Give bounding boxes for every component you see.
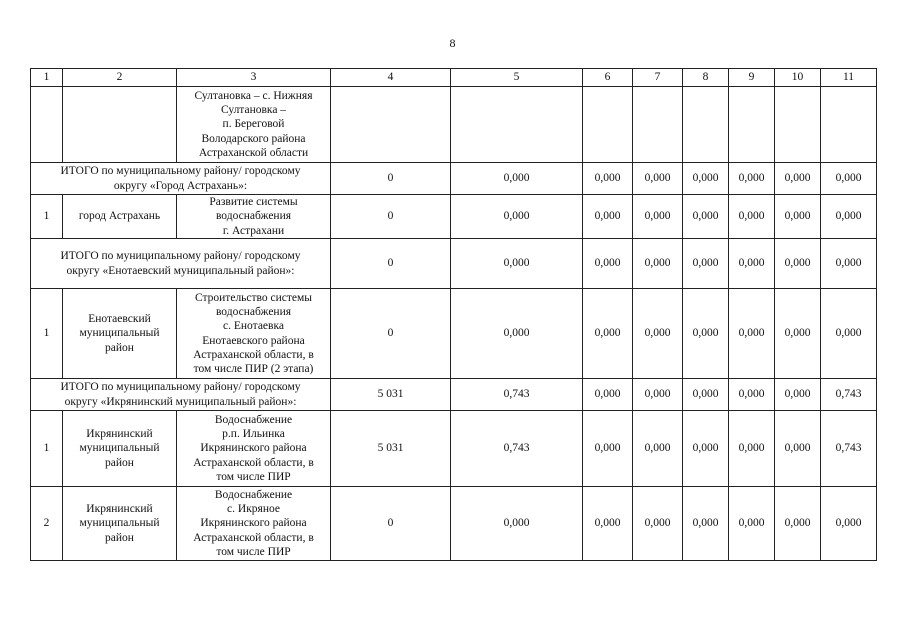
value-cell: 0,000 <box>451 239 583 289</box>
header-row <box>31 69 877 87</box>
project-cell: Строительство системы водоснабжения с. Енотаевка Енотаевского района Астраханской области, в том числе ПИР (2 этапа) <box>177 289 331 379</box>
value-cell: 0 <box>331 289 451 379</box>
district-cell: Енотаевский муниципальный район <box>63 289 177 379</box>
value-cell: 0,000 <box>451 487 583 561</box>
total-label: ИТОГО по муниципальному району/ городскому округу «Енотаевский муниципальный район»: <box>31 239 331 289</box>
header-cell: 4 <box>331 69 451 87</box>
value-cell: 5 031 <box>331 411 451 487</box>
row-number-cell: 1 <box>31 289 63 379</box>
value-cell: 0,743 <box>821 411 877 487</box>
header-cell: 9 <box>729 69 775 87</box>
value-cell: 0,000 <box>775 239 821 289</box>
project-cell: Султановка – с. Нижняя Султановка – п. Береговой Володарского района Астраханской области <box>177 87 331 163</box>
value-cell <box>583 87 633 163</box>
value-cell: 0,000 <box>633 379 683 411</box>
header-cell: 3 <box>177 69 331 87</box>
table-row <box>31 411 877 487</box>
value-cell: 0,000 <box>821 195 877 239</box>
value-cell <box>331 87 451 163</box>
budget-table <box>30 68 877 561</box>
value-cell: 0,000 <box>821 487 877 561</box>
value-cell: 0,000 <box>583 289 633 379</box>
value-cell: 0,743 <box>821 379 877 411</box>
header-cell: 2 <box>63 69 177 87</box>
district-cell: Икрянинский муниципальный район <box>63 487 177 561</box>
value-cell: 0,000 <box>683 487 729 561</box>
table-row <box>31 289 877 379</box>
continuation-row <box>31 87 877 163</box>
value-cell: 0,000 <box>729 487 775 561</box>
row-number-cell: 1 <box>31 195 63 239</box>
value-cell: 0,000 <box>821 239 877 289</box>
value-cell: 0,000 <box>583 163 633 195</box>
district-cell: Икрянинский муниципальный район <box>63 411 177 487</box>
header-cell: 10 <box>775 69 821 87</box>
value-cell: 0,000 <box>583 239 633 289</box>
row-number-cell: 2 <box>31 487 63 561</box>
value-cell: 0,000 <box>633 487 683 561</box>
value-cell: 0,000 <box>729 289 775 379</box>
value-cell <box>633 87 683 163</box>
header-cell: 1 <box>31 69 63 87</box>
value-cell: 0,000 <box>633 411 683 487</box>
value-cell: 0,000 <box>683 239 729 289</box>
value-cell: 0,000 <box>583 411 633 487</box>
value-cell: 0,000 <box>729 195 775 239</box>
value-cell <box>775 87 821 163</box>
value-cell <box>729 87 775 163</box>
value-cell: 0,000 <box>451 163 583 195</box>
value-cell: 0,000 <box>683 195 729 239</box>
project-cell: Водоснабжение р.п. Ильинка Икрянинского района Астраханской области, в том числе ПИР <box>177 411 331 487</box>
project-cell: Развитие системы водоснабжения г. Астрахани <box>177 195 331 239</box>
value-cell: 0 <box>331 239 451 289</box>
value-cell: 0,000 <box>775 379 821 411</box>
value-cell: 0,000 <box>683 163 729 195</box>
value-cell: 0,743 <box>451 411 583 487</box>
header-cell: 11 <box>821 69 877 87</box>
total-row <box>31 239 877 289</box>
value-cell: 0,000 <box>633 163 683 195</box>
value-cell: 0,000 <box>683 289 729 379</box>
total-label: ИТОГО по муниципальному району/ городскому округу «Город Астрахань»: <box>31 163 331 195</box>
header-cell: 8 <box>683 69 729 87</box>
project-cell: Водоснабжение с. Икряное Икрянинского района Астраханской области, в том числе ПИР <box>177 487 331 561</box>
value-cell: 0,000 <box>633 195 683 239</box>
value-cell: 0,000 <box>633 239 683 289</box>
value-cell: 0,743 <box>451 379 583 411</box>
value-cell: 0,000 <box>821 289 877 379</box>
district-cell: город Астрахань <box>63 195 177 239</box>
value-cell: 0 <box>331 487 451 561</box>
value-cell: 5 031 <box>331 379 451 411</box>
district-cell <box>63 87 177 163</box>
value-cell: 0 <box>331 195 451 239</box>
total-row <box>31 379 877 411</box>
value-cell: 0,000 <box>729 411 775 487</box>
header-cell: 6 <box>583 69 633 87</box>
value-cell <box>683 87 729 163</box>
page-number: 8 <box>449 36 456 50</box>
value-cell: 0,000 <box>775 195 821 239</box>
value-cell: 0,000 <box>451 195 583 239</box>
value-cell <box>451 87 583 163</box>
value-cell: 0,000 <box>775 411 821 487</box>
value-cell: 0,000 <box>683 379 729 411</box>
value-cell: 0,000 <box>583 195 633 239</box>
row-number-cell: 1 <box>31 411 63 487</box>
value-cell: 0 <box>331 163 451 195</box>
row-number-cell <box>31 87 63 163</box>
value-cell: 0,000 <box>683 411 729 487</box>
table-row <box>31 195 877 239</box>
value-cell: 0,000 <box>729 239 775 289</box>
value-cell: 0,000 <box>633 289 683 379</box>
value-cell: 0,000 <box>729 163 775 195</box>
value-cell <box>821 87 877 163</box>
header-cell: 5 <box>451 69 583 87</box>
header-cell: 7 <box>633 69 683 87</box>
value-cell: 0,000 <box>583 487 633 561</box>
value-cell: 0,000 <box>583 379 633 411</box>
value-cell: 0,000 <box>775 289 821 379</box>
table-row <box>31 487 877 561</box>
value-cell: 0,000 <box>821 163 877 195</box>
total-row <box>31 163 877 195</box>
value-cell: 0,000 <box>729 379 775 411</box>
total-label: ИТОГО по муниципальному району/ городскому округу «Икрянинский муниципальный район»: <box>31 379 331 411</box>
value-cell: 0,000 <box>775 163 821 195</box>
value-cell: 0,000 <box>451 289 583 379</box>
value-cell: 0,000 <box>775 487 821 561</box>
